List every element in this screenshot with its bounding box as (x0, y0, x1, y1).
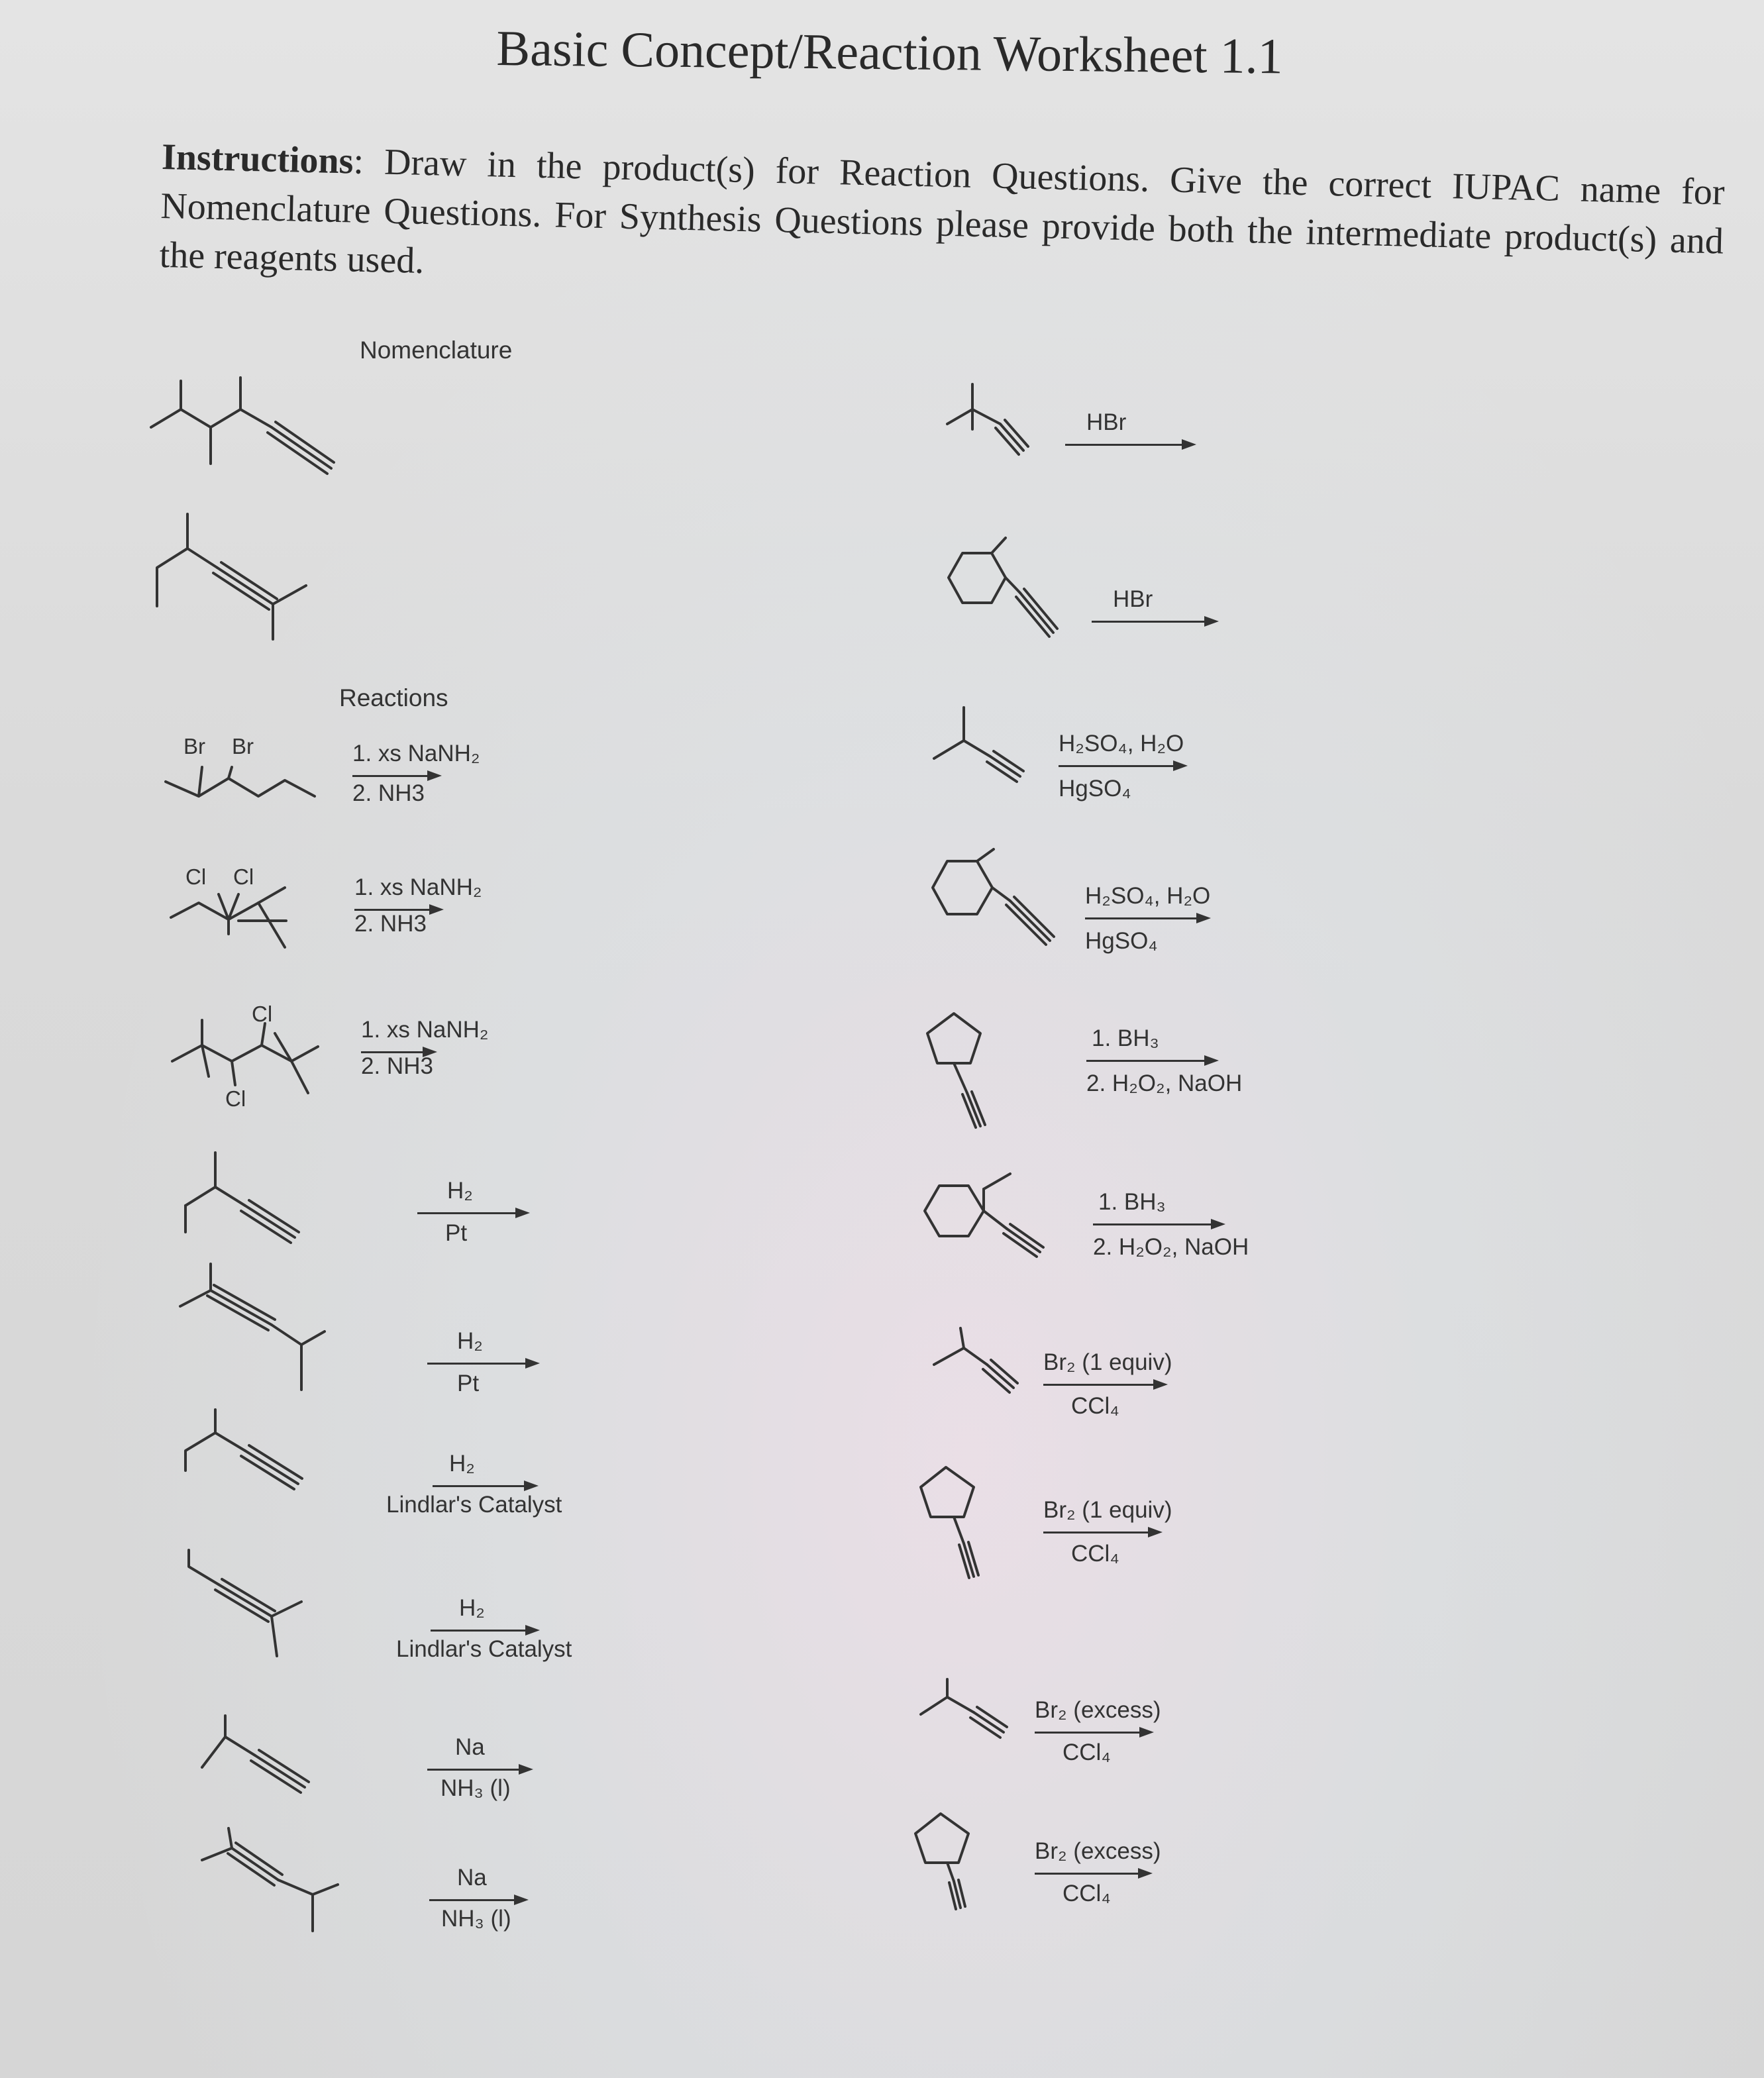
right-reaction-9 (1035, 1697, 1300, 1770)
reactant-alkyne-lindlar-1 (185, 1410, 302, 1489)
left-reaction-1 (352, 741, 617, 813)
atom-cl-4: Cl (225, 1086, 246, 1111)
reactant-alkyne-na-2 (202, 1828, 338, 1931)
reagent-bottom: 2. NH3 (354, 911, 427, 937)
reaction-arrow (1092, 619, 1219, 623)
reaction-arrow (1085, 916, 1211, 920)
reactant-right-1 (947, 384, 1028, 454)
reagent-bottom: CCl₄ (1071, 1541, 1119, 1567)
reactant-right-7 (934, 1328, 1017, 1392)
reaction-arrow (1043, 1530, 1163, 1534)
reactant-right-4 (933, 849, 1054, 945)
left-reaction-8 (427, 1734, 692, 1807)
instructions-lead: Instructions (161, 136, 354, 182)
reactant-alkyne-pt-1 (185, 1153, 299, 1243)
reagent-bottom: Pt (457, 1371, 480, 1396)
reactant-alkyne-na-1 (202, 1716, 309, 1792)
reagent-bottom: NH₃ (l) (441, 1775, 511, 1801)
reagent-top: 1. xs NaNH₂ (361, 1017, 489, 1043)
right-reaction-6 (1093, 1189, 1358, 1262)
reagent-top: H₂ (457, 1328, 483, 1354)
reagent-top: 1. BH₃ (1098, 1189, 1166, 1215)
reaction-arrow (1065, 442, 1196, 446)
reactant-right-8 (921, 1467, 978, 1578)
reaction-arrow (1086, 1059, 1219, 1063)
reaction-arrow (1035, 1871, 1153, 1875)
reactant-right-9 (921, 1679, 1007, 1738)
atom-cl-2: Cl (233, 864, 254, 889)
reagent-top: HBr (1086, 409, 1127, 435)
right-reaction-4 (1085, 883, 1350, 956)
reaction-arrow (1093, 1222, 1225, 1226)
reagent-top: Br₂ (excess) (1035, 1838, 1161, 1864)
reagent-top: HBr (1113, 586, 1153, 612)
section-nomenclature: Nomenclature (360, 337, 513, 364)
reaction-arrow (427, 1361, 540, 1365)
reagent-top: Br₂ (1 equiv) (1043, 1497, 1172, 1523)
reactant-dibromide (166, 767, 315, 796)
left-reaction-3 (361, 1017, 626, 1090)
reagent-bottom: 2. H₂O₂, NaOH (1086, 1070, 1243, 1096)
reagent-bottom: CCl₄ (1063, 1881, 1111, 1906)
reagent-bottom: HgSO₄ (1085, 928, 1158, 954)
reaction-arrow (1035, 1730, 1154, 1734)
atom-br-1: Br (183, 734, 205, 758)
reagent-top: 1. xs NaNH₂ (352, 741, 480, 766)
right-reaction-7 (1043, 1349, 1308, 1422)
atom-cl-1: Cl (185, 864, 207, 889)
left-reaction-6 (386, 1451, 585, 1524)
reagent-top: 1. xs NaNH₂ (354, 874, 482, 900)
reagent-top: H₂ (449, 1451, 475, 1477)
reactant-alkyne-pt-2 (180, 1264, 325, 1390)
left-reaction-7 (396, 1595, 595, 1668)
reaction-arrow (1059, 764, 1188, 768)
section-reactions: Reactions (339, 684, 448, 711)
reactant-right-5 (927, 1013, 985, 1127)
reagent-bottom: Lindlar's Catalyst (396, 1636, 572, 1662)
reagent-top: H₂SO₄, H₂O (1059, 731, 1184, 756)
atom-br-2: Br (232, 734, 254, 758)
reactant-alkyne-lindlar-2 (189, 1550, 301, 1656)
reactant-right-6 (925, 1174, 1043, 1257)
left-reaction-5 (427, 1328, 692, 1401)
reactant-right-2 (949, 538, 1057, 637)
reagent-top: Na (457, 1865, 487, 1891)
right-reaction-10 (1035, 1838, 1300, 1911)
reactant-right-10 (915, 1814, 968, 1909)
instructions-text: : Draw in the product(s) for Reaction Questions. Give the correct IUPAC name for Nomenclature Questions. For Synthesis Questions please provide both the intermediate product(s) and the reagents used. (159, 140, 1726, 282)
reaction-arrow (352, 774, 442, 778)
right-reaction-5 (1086, 1025, 1351, 1098)
left-reaction-9 (429, 1865, 694, 1938)
reaction-arrow (433, 1484, 539, 1488)
right-reaction-8 (1043, 1497, 1308, 1570)
reagent-bottom: 2. H₂O₂, NaOH (1093, 1234, 1249, 1260)
reaction-arrow (417, 1211, 530, 1215)
right-reaction-2 (1092, 586, 1357, 659)
reagent-bottom: NH₃ (l) (441, 1906, 511, 1932)
reagent-bottom: 2. NH3 (352, 780, 425, 806)
reagent-bottom: Lindlar's Catalyst (386, 1492, 562, 1518)
reactant-dichloride-2 (172, 1020, 318, 1093)
right-reaction-1 (1065, 409, 1330, 482)
reagent-top: Br₂ (1 equiv) (1043, 1349, 1172, 1375)
page-title: Basic Concept/Reaction Worksheet 1.1 (496, 20, 1284, 85)
nomenclature-molecule-1 (151, 378, 334, 474)
reagent-top: H₂SO₄, H₂O (1085, 883, 1211, 909)
reaction-arrow (427, 1767, 533, 1771)
nomenclature-molecule-2 (157, 514, 306, 639)
reagent-top: Br₂ (excess) (1035, 1697, 1161, 1723)
reagent-bottom: 2. NH3 (361, 1053, 433, 1079)
reactant-dichloride-1 (171, 888, 286, 947)
reaction-arrow (429, 1898, 529, 1902)
reagent-top: 1. BH₃ (1092, 1025, 1159, 1051)
reactant-right-3 (934, 707, 1023, 782)
reagent-bottom: CCl₄ (1071, 1393, 1119, 1419)
reaction-arrow (431, 1628, 540, 1632)
reagent-top: Na (455, 1734, 485, 1760)
reagent-top: H₂ (447, 1178, 473, 1204)
reagent-bottom: HgSO₄ (1059, 776, 1131, 802)
reaction-arrow (1043, 1382, 1168, 1386)
reagent-bottom: Pt (445, 1220, 468, 1246)
left-reaction-4 (417, 1178, 682, 1251)
left-reaction-2 (354, 874, 619, 947)
reagent-bottom: CCl₄ (1063, 1740, 1111, 1765)
reagent-top: H₂ (459, 1595, 485, 1621)
right-reaction-3 (1059, 731, 1323, 804)
atom-cl-3: Cl (252, 1002, 273, 1026)
